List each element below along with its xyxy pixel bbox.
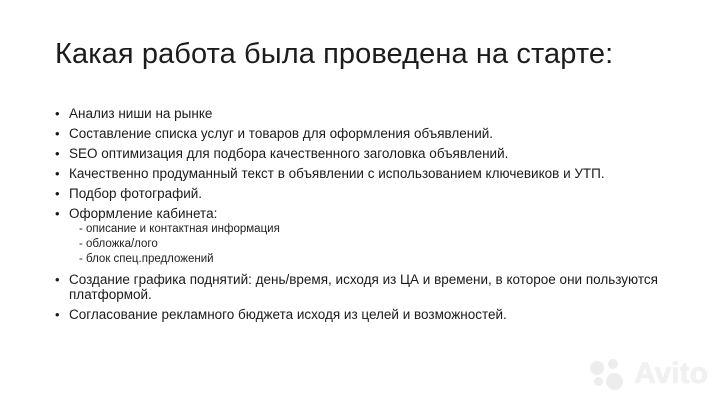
bullet-text: Качественно продуманный текст в объявлении с использованием ключевиков и УТП. — [69, 166, 605, 181]
slide-title: Какая работа была проведена на старте: — [55, 38, 614, 70]
bullet-item — [55, 307, 695, 322]
bullet-item — [55, 126, 695, 141]
sub-item: - блок спец.предложений — [79, 253, 214, 265]
bullet-item — [55, 206, 695, 267]
bullet-text: Подбор фотографий. — [69, 186, 203, 201]
bullet-text: SEO оптимизация для подбора качественного заголовка объявлений. — [69, 146, 509, 161]
bullet-text: Оформление кабинета: — [69, 206, 218, 221]
avito-watermark — [588, 357, 708, 391]
bullet-item — [55, 166, 679, 181]
bullet-item — [55, 186, 695, 201]
bullet-text: Согласование рекламного бюджета исходя из целей и возможностей. — [69, 307, 507, 322]
bullet-text: Составление списка услуг и товаров для оформления объявлений. — [69, 126, 494, 141]
watermark-text: Avito — [634, 357, 708, 390]
bullet-item — [55, 106, 695, 121]
sub-item: - обложка/лого — [79, 238, 158, 250]
bullet-item — [55, 146, 695, 161]
bullet-text: Анализ ниши на рынке — [69, 106, 213, 121]
bullet-list — [55, 106, 695, 327]
sub-list — [69, 222, 695, 267]
bullet-item — [55, 272, 694, 302]
avito-logo-icon — [588, 357, 628, 391]
sub-item: - описание и контактная информация — [79, 223, 280, 235]
bullet-text: Создание графика поднятий: день/время, исходя из ЦА и времени, в которое они пользуются платформой. — [69, 272, 658, 302]
